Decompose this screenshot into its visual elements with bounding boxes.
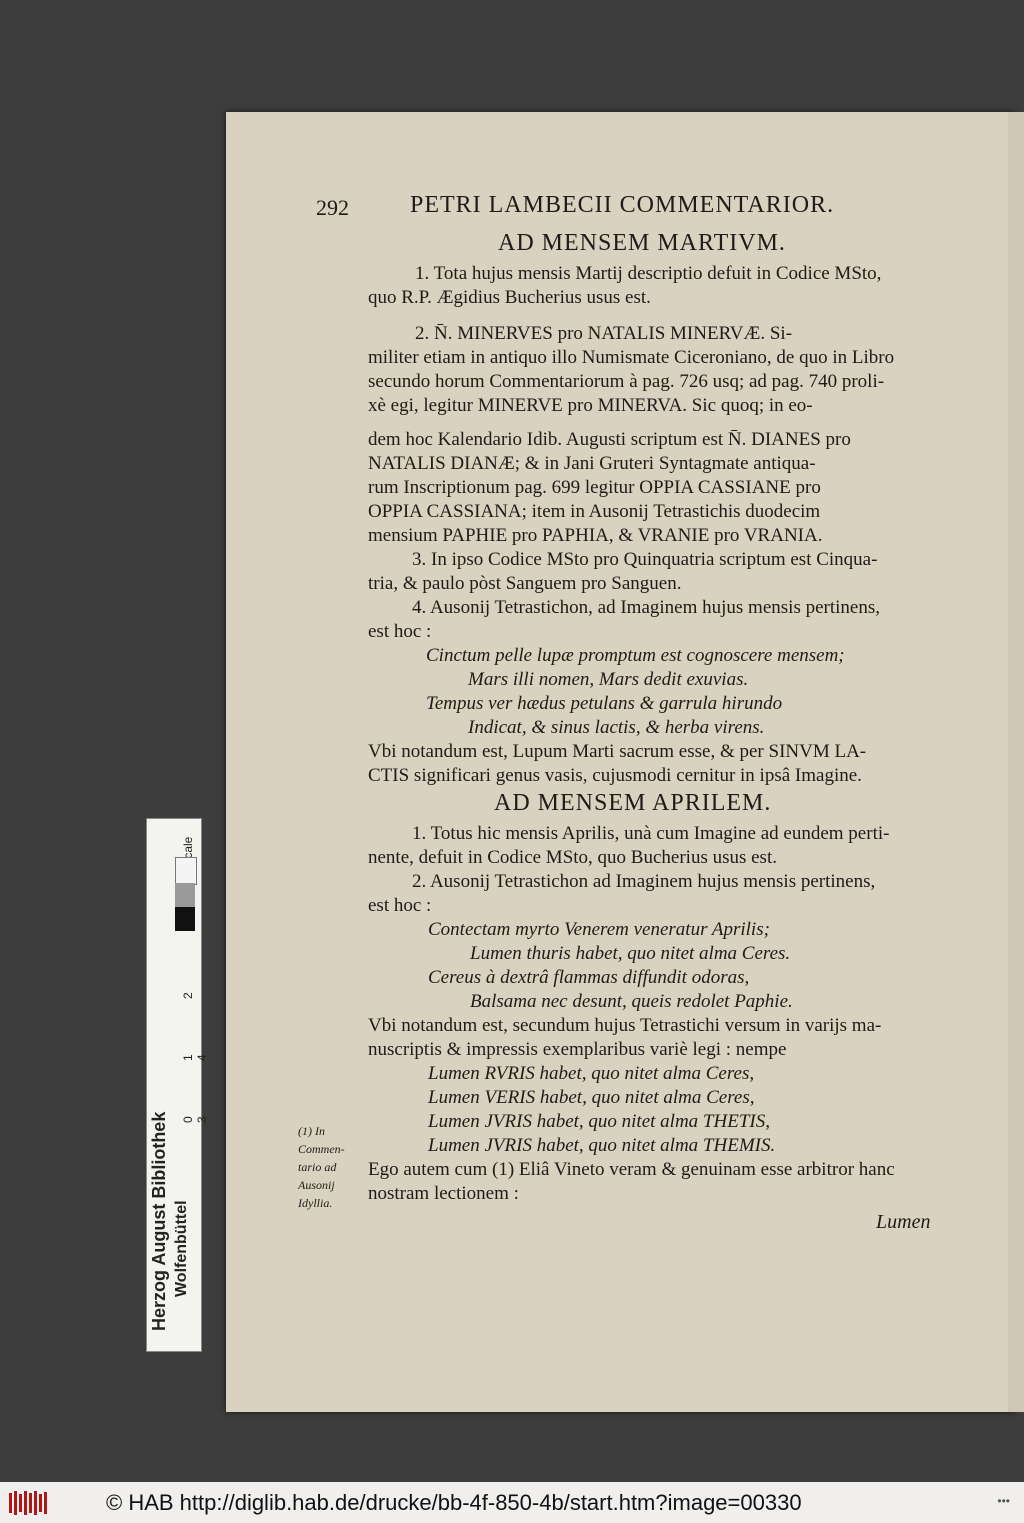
- more-options-icon[interactable]: •••: [997, 1494, 1010, 1508]
- ruler-label-city: Wolfenbüttel: [173, 1200, 190, 1297]
- section-title-march: AD MENSEM MARTIVM.: [498, 230, 786, 256]
- body-line: est hoc :: [368, 895, 432, 916]
- body-line: nente, defuit in Codice MSto, quo Bucherius usus est.: [368, 847, 777, 868]
- poem-line: Balsama nec desunt, queis redolet Paphie.: [470, 991, 793, 1012]
- poem-line: Mars illi nomen, Mars dedit exuvias.: [468, 669, 749, 690]
- gray-swatch-white: [175, 857, 197, 885]
- body-line: Ego autem cum (1) Eliâ Vineto veram & genuinam esse arbitror hanc: [368, 1159, 895, 1180]
- body-line: xè egi, legitur MINERVE pro MINERVA. Sic quoq; in eo-: [368, 395, 813, 416]
- body-line: NATALIS DIANÆ; & in Jani Gruteri Syntagmate antiqua-: [368, 453, 816, 474]
- hab-logo-icon: [8, 1490, 48, 1516]
- body-line: dem hoc Kalendario Idib. Augusti scriptum est N̄. DIANES pro: [368, 429, 851, 450]
- gray-swatch-mid: [175, 883, 195, 907]
- body-line: 1. Tota hujus mensis Martij descriptio defuit in Codice MSto,: [415, 263, 882, 284]
- body-line: est hoc :: [368, 621, 432, 642]
- body-line: Vbi notandum est, secundum hujus Tetrastichi versum in varijs ma-: [368, 1015, 882, 1036]
- catchword: Lumen: [876, 1211, 931, 1233]
- running-title: PETRI LAMBECII COMMENTARIOR.: [410, 192, 835, 218]
- footer-bar: [0, 1482, 1024, 1523]
- variant-line: Lumen VERIS habet, quo nitet alma Ceres,: [428, 1087, 755, 1108]
- body-line: mensium PAPHIE pro PAPHIA, & VRANIE pro VRANIA.: [368, 525, 823, 546]
- poem-line: Lumen thuris habet, quo nitet alma Ceres.: [470, 943, 791, 964]
- body-line: secundo horum Commentariorum à pag. 726 usq; ad pag. 740 proli-: [368, 371, 885, 392]
- footer-source-link[interactable]: © HAB http://diglib.hab.de/drucke/bb-4f-850-4b/start.htm?image=00330: [106, 1490, 802, 1515]
- scale-ruler: [146, 818, 209, 1352]
- poem-line: Contectam myrto Venerem veneratur Aprilis;: [428, 919, 770, 940]
- poem-line: Cereus à dextrâ flammas diffundit odoras,: [428, 967, 750, 988]
- page-number: 292: [316, 195, 349, 220]
- body-line: rum Inscriptionum pag. 699 legitur OPPIA CASSIANE pro: [368, 477, 821, 498]
- page-edge: [1008, 112, 1024, 1412]
- margin-note: (1) In Commen- tario ad Ausonij Idyllia.: [298, 1124, 345, 1210]
- body-line: militer etiam in antiquo illo Numismate Ciceroniano, de quo in Libro: [368, 347, 895, 368]
- ruler-scale-numbers: 0 1 2 3 4: [181, 966, 209, 1123]
- body-line: tria, & paulo pòst Sanguem pro Sanguen.: [368, 573, 682, 594]
- body-line: quo R.P. Ægidius Bucherius usus est.: [368, 287, 651, 308]
- poem-line: Tempus ver hædus petulans & garrula hirundo: [426, 693, 783, 714]
- body-line: nuscriptis & impressis exemplaribus variè legi : nempe: [368, 1039, 787, 1060]
- body-line: 2. Ausonij Tetrastichon ad Imaginem hujus mensis pertinens,: [412, 871, 876, 892]
- body-line: 1. Totus hic mensis Aprilis, unà cum Imagine ad eundem perti-: [412, 823, 890, 844]
- body-line: nostram lectionem :: [368, 1183, 519, 1204]
- body-line: 4. Ausonij Tetrastichon, ad Imaginem hujus mensis pertinens,: [412, 597, 880, 618]
- ruler-label-library: Herzog August Bibliothek: [149, 1111, 169, 1331]
- gray-swatch-black: [175, 907, 195, 931]
- body-line: Vbi notandum est, Lupum Marti sacrum esse, & per SINVM LA-: [368, 741, 867, 762]
- body-line: CTIS significari genus vasis, cujusmodi cernitur in ipsâ Imagine.: [368, 765, 862, 786]
- poem-line: Cinctum pelle lupæ promptum est cognoscere mensem;: [426, 645, 845, 666]
- variant-line: Lumen JVRIS habet, quo nitet alma THEMIS.: [428, 1135, 776, 1156]
- section-title-april: AD MENSEM APRILEM.: [494, 790, 772, 816]
- body-line: OPPIA CASSIANA; item in Ausonij Tetrastichis duodecim: [368, 501, 821, 522]
- body-line: 3. In ipso Codice MSto pro Quinquatria scriptum est Cinqua-: [412, 549, 878, 570]
- body-line: 2. N̄. MINERVES pro NATALIS MINERVÆ. Si-: [415, 323, 793, 344]
- poem-line: Indicat, & sinus lactis, & herba virens.: [468, 717, 765, 738]
- variant-line: Lumen RVRIS habet, quo nitet alma Ceres,: [428, 1063, 755, 1084]
- variant-line: Lumen JVRIS habet, quo nitet alma THETIS,: [428, 1111, 770, 1132]
